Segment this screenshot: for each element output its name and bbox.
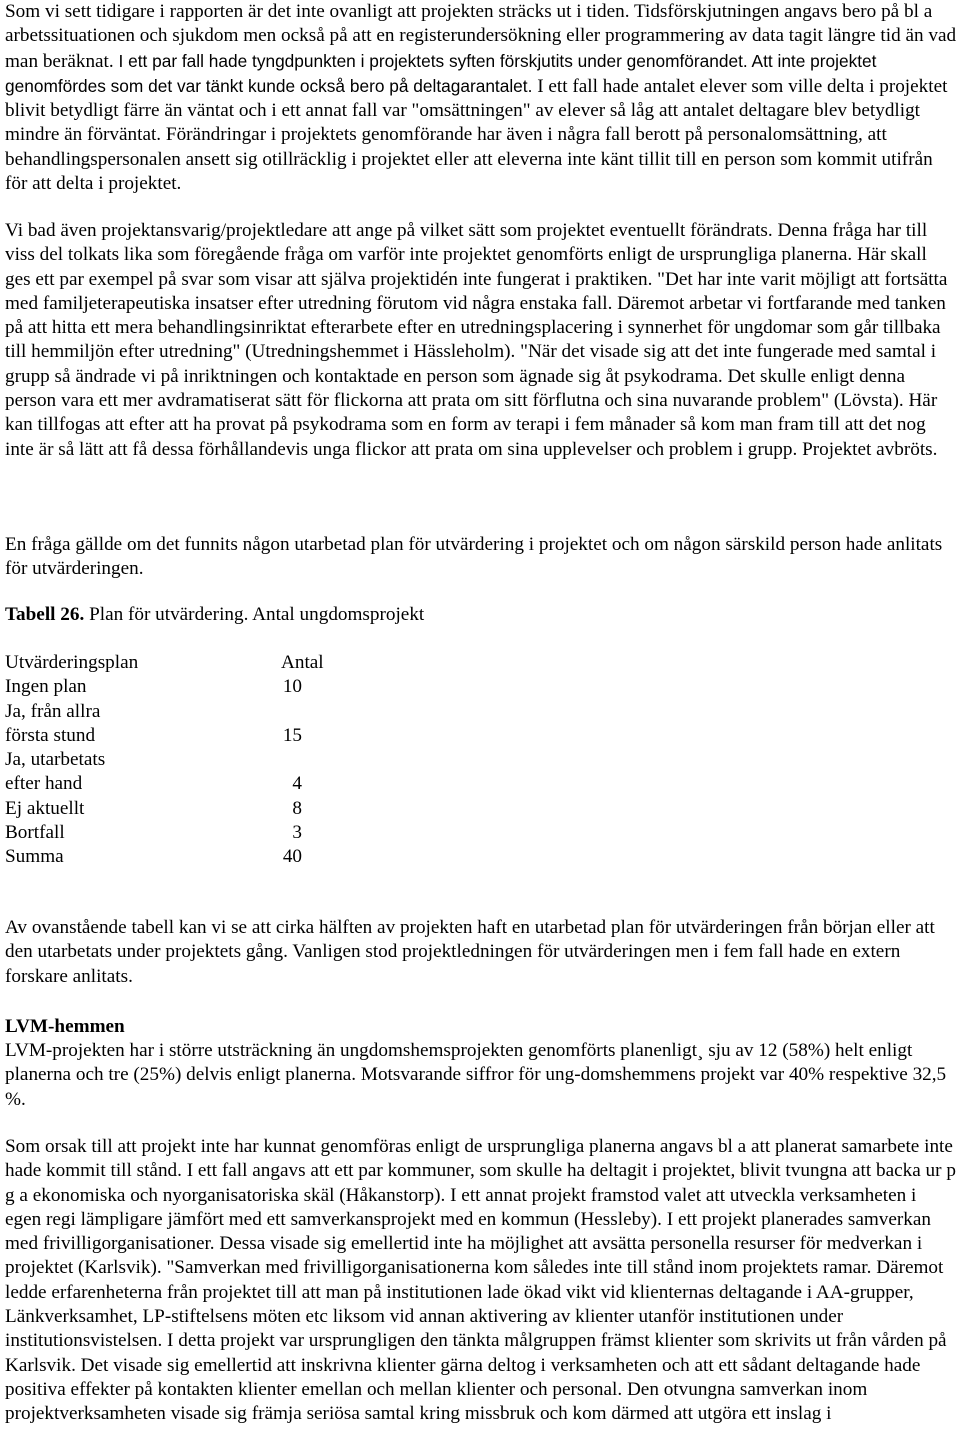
table-row-label: Ja, utarbetats [5,749,106,771]
table-row-label: Ej aktuellt [5,797,85,819]
table-row [5,845,405,869]
table-row-value: 40 [282,846,302,868]
table-caption [5,603,957,627]
paragraph-table-summary: Av ovanstående tabell kan vi se att cirka hälften av projekten haft en utarbetad plan för utvärderingen från början eller att den utarbetats under projektets gång. Vanligen stod projektledningen för utvärderingen men i fem fall hade en extern forskare anlitats. [5,917,935,987]
paragraph-segment: Som vi sett tidigare i rapporten är det inte ovanligt att projekten sträcks ut i tiden. Tidsförskjutningen angavs bero på bl a arbetssituationen och sjukdom men också på att en registerundersökning eller programmering av data tagit längre tid än vad man beräknat. [5,1,957,72]
table-row [5,772,405,796]
table-row-value: 3 [292,822,302,844]
table-row [5,748,405,772]
paragraph-lvm-projects: LVM-projekten har i större utsträckning än ungdomshemsprojekten genomförts planenligt¸ sju av 12 (58%) helt enligt planerna och tre (25%) delvis enligt planerna. Motsvarande siffror för ung-domshemmens projekt var 40% respektive 32,5 %. [5,1040,947,1110]
table-row [5,724,405,748]
table-caption-number: Tabell 26. [5,604,85,625]
column-header-plan: Utvärderingsplan [5,652,139,673]
table-row-label: Ingen plan [5,676,87,698]
paragraph-segment: Förändringar i projektets genomförande har även i några fall berott på personalomsättning, att behandlingspersonalen ansett sig otillräcklig i projektet eller att eleverna inte känt tillit till en person som kommit utifrån för att delta i projektet. [5,124,933,195]
section-heading-lvm: LVM-hemmen [5,1016,125,1037]
table-row-label: Bortfall [5,822,65,844]
table-row [5,797,405,821]
paragraph-lvm-reasons: Som orsak till att projekt inte har kunnat genomföras enligt de ursprungliga planerna angavs bl a att planerat samarbete inte hade kommit till stånd. I ett fall angavs att ett par kommuner, som skulle ha deltagit i projektet, blivit tvungna att backa ur p g a ekonomiska och nyorganisatoriska skäl (Håkanstorp). I ett annat projekt framstod valet att utveckla verksamheten i egen regi lämpligare jämfört med ett samverkansprojekt med en kommun (Hessleby). I ett projekt planerades samverkan med frivilligorganisationer. Dessa visade sig emellertid inte ha möjlighet att avsätta personella resurser för medverkan i projektet (Karlsvik). "Samverkan med frivilligorganisationerna kom således inte till stånd inom projektets ramar. Däremot ledde erfarenheterna från projektet till att man på institutionen lade ökad vikt vid klienternas deltagande i AA-grupper, Länkverksamhet, LP-stiftelsens möten etc liksom vid annan aktivering av klienter utanför institutionen under institutionsvistelsen. I detta projekt var ursprungligen den tänkta målgruppen främst klienter som skrivits ut från vården på Karlsvik. Det visade sig emellertid att inskrivna klienter gärna deltog i verksamheten och att ett sådant deltagande hade positiva effekter på kontakten klienter emellan och mellan klienter och personal. Den otvungna samverkan inom projektverksamheten visade sig främja seriösa samtal kring missbruk och kom därmed att utgöra ett inslag i [5,1136,956,1425]
table-row-label: Summa [5,846,64,868]
table-header-row [5,651,405,675]
paragraph-segment-sans: I ett par fall hade tyngdpunkten i projektets syften förskjutits under genomförandet. Att inte projektet genomfördes som det var tänkt kunde också bero på deltagarantalet. [5,50,877,96]
table-row-value: 10 [282,676,302,698]
paragraph-project-changes: Vi bad även projektansvarig/projektledare att ange på vilket sätt som projektet eventuellt förändrats. Denna fråga har till viss del tolkats lika som föregående fråga om varför inte projektet genomförts enligt de ursprungliga planerna. Här skall ges ett par exempel på svar som visar att själva projektidén inte fungerat i praktiken. "Det har inte varit möjligt att fortsätta med familjeterapeutiska insatser efter utredning förutom vid några enstaka fall. Däremot arbetar vi fortfarande med tanken på att hitta ett mera behandlingsinriktat efterarbete efter en utredningsplacering i synnerhet för ungdomar som går tillbaka till hemmiljön efter utredning" (Utredningshemmet i Hässleholm). "När det visade sig att det inte fungerade med samtal i grupp så ändrade vi på inriktningen och kontaktade en person som ägnade sig åt psykodrama. Det skulle enligt denna person vara ett mer avdramatiserat sätt för flickorna att prata om sitt förflutna och sina nuvarande problem" (Lövsta). Här kan tillfogas att efter att ha provat på psykodrama som en form av terapi i fem månader så kom man fram till att det nog inte är så lätt att få dessa förhållandevis unga flickor att prata om sina upplevelser och problem i grupp. Projektet avbröts. [5,220,948,460]
table-row-label: Ja, från allra [5,700,101,722]
table-row [5,821,405,845]
table-caption-text: Plan för utvärdering. Antal ungdomsprojekt [84,604,425,625]
paragraph-evaluation-question: En fråga gällde om det funnits någon utarbetad plan för utvärdering i projektet och om någon särskild person hade anlitats för utvärderingen. [5,534,943,580]
table-row [5,675,405,699]
column-header-count: Antal [281,652,324,673]
table-row-value: 8 [292,797,302,819]
table-row [5,700,405,724]
table-row-label: första stund [5,724,96,746]
table-row-value: 15 [282,724,302,746]
evaluation-plan-table [5,651,405,870]
paragraph-project-delays [5,0,957,196]
paragraph-segment: I ett fall hade antalet elever som ville delta i projektet blivit betydligt färre än väntat och i ett annat fall var "omsättningen" av elever så låg att antalet deltagare blev betydligt mindre än förväntat. [5,75,948,146]
table-row-value: 4 [292,773,302,795]
table-row-label: efter hand [5,773,83,795]
